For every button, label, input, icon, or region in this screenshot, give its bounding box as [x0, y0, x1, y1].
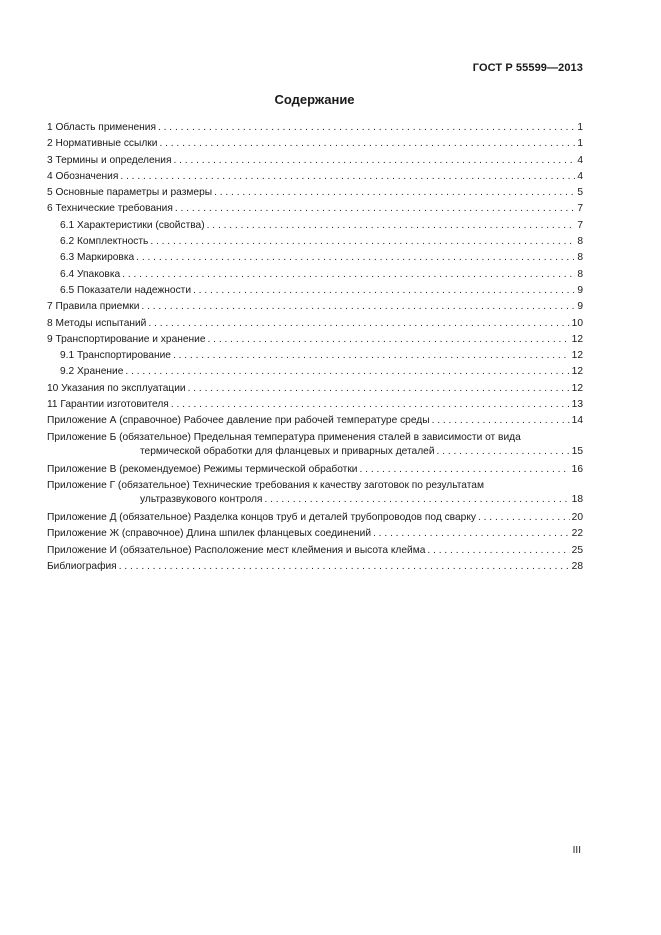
dot-leader	[214, 185, 575, 201]
dot-leader	[171, 397, 570, 413]
toc-entry[interactable]	[47, 316, 583, 332]
toc-subentry[interactable]	[47, 267, 583, 283]
toc-entry[interactable]	[47, 153, 583, 169]
toc-entry-label: 11 Гарантии изготовителя	[47, 399, 169, 411]
toc-entry-page: 28	[571, 560, 583, 572]
dot-leader	[159, 136, 575, 152]
dot-leader	[432, 413, 570, 429]
toc-entry-page: 7	[577, 219, 583, 231]
toc-entry-label: 10 Указания по эксплуатации	[47, 382, 186, 394]
toc-entry-page: 15	[571, 446, 583, 458]
toc-entry-page: 12	[571, 366, 583, 378]
dot-leader	[360, 462, 570, 478]
toc-entry-page: 12	[571, 350, 583, 362]
toc-entry-label: 6.3 Маркировка	[60, 252, 135, 264]
toc-entry-label: 9.1 Транспортирование	[60, 350, 171, 362]
toc-entry-label: Приложение Б (обязательное) Предельная температура применения сталей в зависимости от вида	[47, 431, 521, 443]
toc-entry-page: 16	[571, 463, 583, 475]
dot-leader	[158, 120, 575, 136]
toc-entry-label: Приложение Д (обязательное) Разделка концов труб и деталей трубопроводов под сварку	[47, 511, 476, 523]
dot-leader	[264, 493, 569, 508]
toc-entry-label: 7 Правила приемки	[47, 301, 140, 313]
toc-entry-label: 5 Основные параметры и размеры	[47, 187, 213, 199]
toc-entry-page: 14	[571, 415, 583, 427]
toc-entry[interactable]	[47, 169, 583, 185]
dot-leader	[120, 169, 575, 185]
toc-entry-appendix-a[interactable]	[47, 413, 583, 429]
toc-entry-label: 6.2 Комплектность	[60, 236, 149, 248]
dot-leader	[150, 234, 575, 250]
dot-leader	[122, 267, 575, 283]
dot-leader	[208, 332, 570, 348]
toc-entry-label: 3 Термины и определения	[47, 154, 172, 166]
toc-entry-page: 4	[577, 170, 583, 182]
toc-entry-page: 8	[577, 236, 583, 248]
dot-leader	[437, 445, 570, 460]
toc-entry-label: 6.4 Упаковка	[60, 268, 121, 280]
toc-entry-label: 1 Область применения	[47, 122, 156, 133]
toc-entry-page: 10	[571, 317, 583, 329]
toc-entry-label: Приложение Г (обязательное) Технические требования к качеству заготовок по результатам	[47, 479, 484, 491]
toc-entry[interactable]	[47, 397, 583, 413]
toc-entry[interactable]	[47, 136, 583, 152]
toc-entry-page: 20	[571, 511, 583, 523]
toc-entry-appendix-d[interactable]	[47, 510, 583, 526]
toc-entry[interactable]	[47, 381, 583, 397]
toc-entry-page: 8	[577, 252, 583, 264]
toc-entry-label: Библиография	[47, 560, 117, 572]
toc-subentry[interactable]	[47, 364, 583, 380]
toc-entry[interactable]	[47, 120, 583, 136]
dot-leader	[173, 348, 570, 364]
toc-entry-label: 4 Обозначения	[47, 170, 119, 182]
toc-entry-label: 8 Методы испытаний	[47, 317, 147, 329]
toc-entry-page: 8	[577, 268, 583, 280]
dot-leader	[173, 153, 575, 169]
toc-entry-page: 18	[571, 494, 583, 506]
toc-entry-label: Приложение В (рекомендуемое) Режимы термической обработки	[47, 463, 358, 475]
dot-leader	[207, 218, 576, 234]
toc-entry[interactable]	[47, 201, 583, 217]
toc-title: Содержание	[274, 92, 355, 107]
page-number: III	[572, 845, 581, 856]
dot-leader	[136, 250, 575, 266]
toc-entry-label: 6.1 Характеристики (свойства)	[60, 219, 205, 231]
toc-entry-page: 12	[571, 382, 583, 394]
toc-entry-appendix-b[interactable]	[47, 431, 583, 460]
toc-entry-bibliography[interactable]	[47, 559, 583, 575]
toc-entry-label: 2 Нормативные ссылки	[47, 138, 158, 150]
table-of-contents	[47, 120, 583, 575]
toc-subentry[interactable]	[47, 348, 583, 364]
toc-entry-label: 9.2 Хранение	[60, 366, 124, 378]
dot-leader	[148, 316, 569, 332]
toc-entry[interactable]	[47, 332, 583, 348]
toc-entry-page: 1	[577, 122, 583, 133]
toc-entry-appendix-zh[interactable]	[47, 526, 583, 542]
toc-entry-label-continued: ультразвукового контроля	[140, 494, 263, 506]
toc-entry-page: 1	[577, 138, 583, 150]
toc-entry-label: 6.5 Показатели надежности	[60, 284, 192, 296]
toc-entry-page: 7	[577, 203, 583, 215]
toc-entry-page: 12	[571, 333, 583, 345]
toc-entry-appendix-i[interactable]	[47, 543, 583, 559]
dot-leader	[125, 364, 569, 380]
toc-entry-appendix-v[interactable]	[47, 462, 583, 478]
dot-leader	[141, 299, 575, 315]
dot-leader	[478, 510, 570, 526]
document-header: ГОСТ Р 55599—2013	[472, 62, 583, 74]
toc-entry-label: Приложение Ж (справочное) Длина шпилек фланцевых соединений	[47, 528, 372, 540]
dot-leader	[427, 543, 569, 559]
toc-entry-page: 5	[577, 187, 583, 199]
toc-entry-page: 9	[577, 301, 583, 313]
toc-entry-label: Приложение А (справочное) Рабочее давление при рабочей температуре среды	[47, 415, 430, 427]
dot-leader	[119, 559, 570, 575]
toc-entry-page: 25	[571, 544, 583, 556]
toc-entry-page: 9	[577, 284, 583, 296]
toc-entry[interactable]	[47, 185, 583, 201]
toc-entry-label: Приложение И (обязательное) Расположение мест клеймения и высота клейма	[47, 544, 426, 556]
toc-entry-appendix-g[interactable]	[47, 479, 583, 508]
toc-subentry[interactable]	[47, 250, 583, 266]
toc-entry-label: 6 Технические требования	[47, 203, 173, 215]
dot-leader	[188, 381, 570, 397]
toc-subentry[interactable]	[47, 218, 583, 234]
toc-entry-page: 4	[577, 154, 583, 166]
toc-entry-label-continued: термической обработки для фланцевых и приварных деталей	[140, 446, 435, 458]
toc-entry[interactable]	[47, 299, 583, 315]
toc-entry-label: 9 Транспортирование и хранение	[47, 333, 206, 345]
dot-leader	[373, 526, 570, 542]
dot-leader	[175, 201, 575, 217]
toc-subentry[interactable]	[47, 234, 583, 250]
toc-entry-page: 13	[571, 399, 583, 411]
toc-entry-page: 22	[571, 528, 583, 540]
toc-subentry[interactable]	[47, 283, 583, 299]
dot-leader	[193, 283, 575, 299]
